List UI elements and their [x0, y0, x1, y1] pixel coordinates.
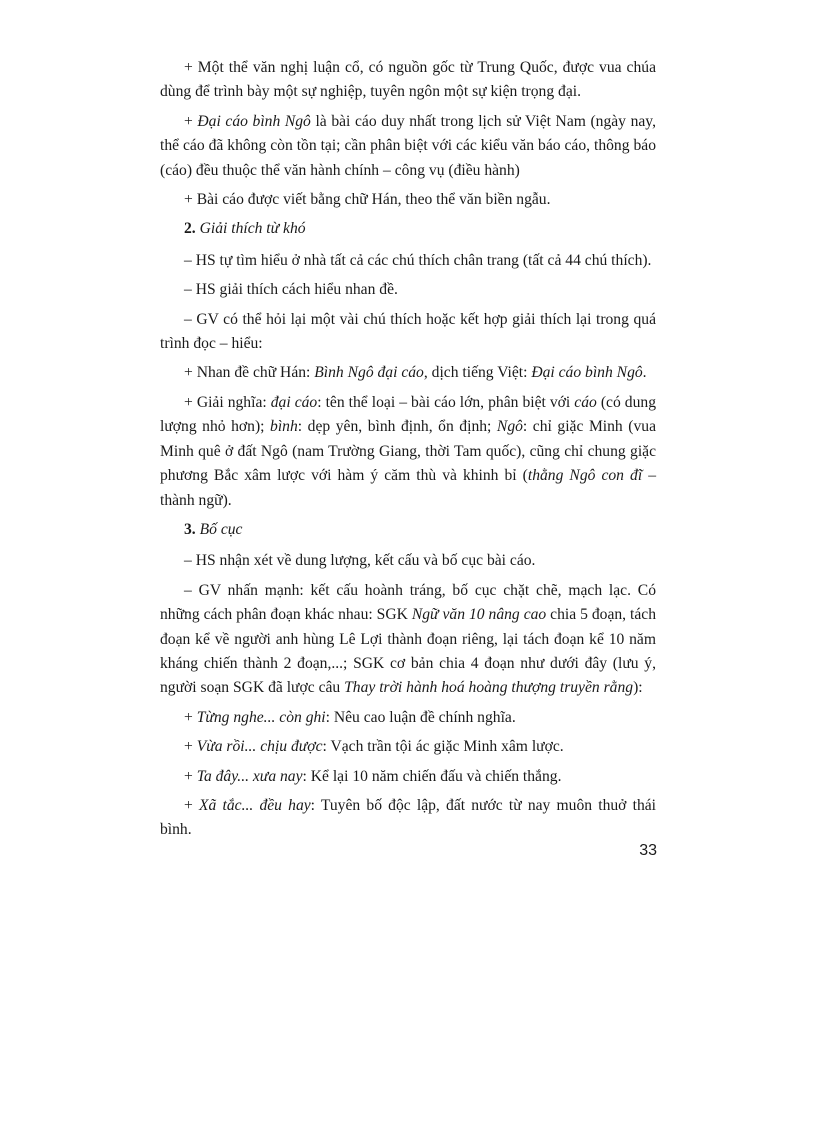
paragraph: [160, 361, 656, 385]
text-run: + Bài cáo được viết bằng chữ Hán, theo thể văn biền ngẫu.: [184, 191, 551, 209]
paragraph: [160, 579, 656, 701]
text-run: + Một thể văn nghị luận cổ, có nguồn gốc từ Trung Quốc, được vua chúa dùng để trình bày một sự nghiệp, tuyên ngôn một sự kiện trọng đại.: [160, 59, 656, 101]
text-run: : dẹp yên, bình định, ổn định;: [297, 418, 497, 436]
text-run: ):: [633, 679, 643, 697]
italic-text: Xã tắc... đều hay: [199, 796, 311, 814]
paragraph: [160, 549, 656, 573]
italic-text: Ngữ văn 10 nâng cao: [411, 606, 547, 624]
text-run: .: [642, 364, 647, 382]
text-run: – thành ngữ).: [160, 467, 656, 509]
paragraph: [160, 249, 656, 273]
text-run: (có dung lượng nhỏ hơn);: [160, 393, 656, 436]
text-run: : Vạch trần tội ác giặc Minh xâm lược.: [322, 738, 564, 756]
text-run: : Nêu cao luận đề chính nghĩa.: [325, 708, 516, 726]
text-run: – HS giải thích cách hiểu nhan đề.: [184, 281, 398, 299]
page-number: 33: [639, 842, 657, 859]
text-run: : Tuyên bố độc lập, đất nước từ nay muôn thuở thái bình.: [160, 796, 657, 839]
paragraph: [160, 391, 656, 513]
text-run: , dịch tiếng Việt:: [423, 364, 532, 382]
italic-text: đại cáo: [270, 393, 318, 411]
text-run: + Nhan đề chữ Hán:: [184, 364, 315, 382]
italic-text: Vừa rồi... chịu được: [196, 738, 323, 756]
italic-text: bình: [270, 418, 298, 436]
text-run: : tên thể loại – bài cáo lớn, phân biệt với: [317, 393, 575, 411]
section-heading: [160, 518, 656, 542]
italic-text: cáo: [574, 393, 597, 411]
paragraph: [160, 56, 656, 105]
document-page: [160, 56, 656, 848]
italic-text: Ta đây... xưa nay: [196, 767, 303, 785]
paragraph: [160, 765, 656, 789]
document-body: [160, 56, 656, 843]
text-run: – GV có thể hỏi lại một vài chú thích hoặc kết hợp giải thích lại trong quá trình đọc – hiểu:: [160, 310, 656, 353]
section-number: 3.: [184, 520, 196, 538]
paragraph: [160, 794, 656, 843]
italic-text: Từng nghe... còn ghi: [196, 708, 326, 726]
paragraph: [160, 706, 656, 730]
italic-text: Bố cục: [199, 520, 243, 538]
text-run: : Kể lại 10 năm chiến đấu và chiến thắng.: [302, 767, 562, 785]
italic-text: Thay trời hành hoá hoàng thượng truyền rằng: [344, 679, 634, 697]
text-run: +: [184, 738, 197, 756]
italic-text: thằng Ngô con đĩ: [527, 467, 643, 485]
italic-text: Giải thích từ khó: [199, 220, 306, 238]
paragraph: [160, 308, 656, 357]
italic-text: Đại cáo bình Ngô: [197, 112, 311, 130]
text-run: +: [184, 767, 197, 785]
paragraph: [160, 110, 656, 183]
text-run: +: [184, 796, 199, 814]
text-run: là bài cáo duy nhất trong lịch sử Việt Nam (ngày nay, thể cáo đã không còn tồn tại; cần phân biệt với các kiểu văn báo cáo, thông báo (cáo) đều thuộc thể văn hành chính – công vụ (điều hành): [160, 112, 656, 179]
paragraph: [160, 188, 656, 212]
text-run: chia 5 đoạn, tách đoạn kể về người anh hùng Lê Lợi thành đoạn riêng, lại tách đoạn kể 10 năm kháng chiến thành 2 đoạn,...; SGK cơ bản chia 4 đoạn như dưới đây (lưu ý, người soạn SGK đã lược câu: [160, 606, 657, 697]
text-run: – HS tự tìm hiểu ở nhà tất cả các chú thích chân trang (tất cả 44 chú thích).: [184, 251, 652, 269]
text-run: + Giải nghĩa:: [184, 393, 271, 411]
text-run: +: [184, 708, 197, 726]
text-run: – HS nhận xét về dung lượng, kết cấu và bố cục bài cáo.: [184, 552, 536, 570]
italic-text: Đại cáo bình Ngô: [531, 364, 643, 382]
section-number: 2.: [184, 220, 196, 238]
paragraph: [160, 278, 656, 302]
text-run: – GV nhấn mạnh: kết cấu hoành tráng, bố cục chặt chẽ, mạch lạc. Có những cách phân đoạn khác nhau: SGK: [160, 581, 656, 624]
paragraph: [160, 735, 656, 759]
section-heading: [160, 217, 656, 241]
italic-text: Bình Ngô đại cáo: [314, 364, 424, 382]
italic-text: Ngô: [496, 418, 523, 436]
text-run: +: [184, 112, 198, 130]
text-run: : chỉ giặc Minh (vua Minh quê ở đất Ngô (nam Trường Giang, thời Tam quốc), cũng chỉ chung giặc phương Bắc xâm lược với hàm ý căm thù và khinh bỉ (: [160, 418, 656, 485]
